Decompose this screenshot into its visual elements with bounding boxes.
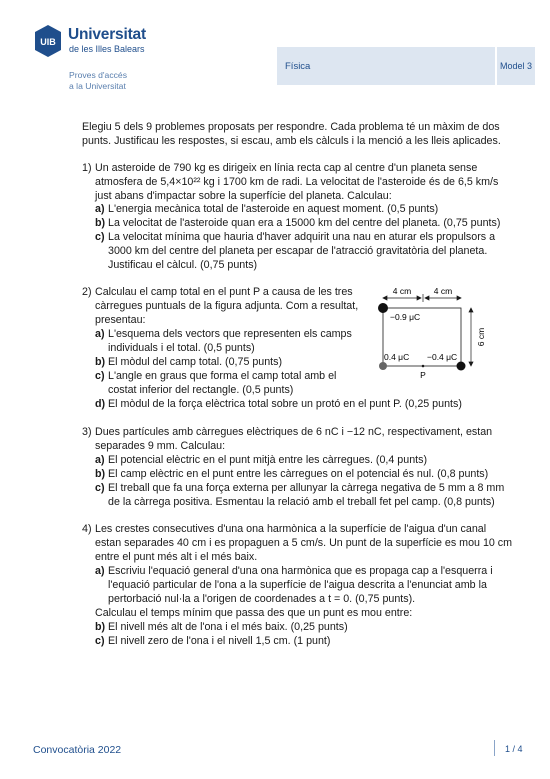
problem-3c-line-1: El treball que fa una força externa per allunyar la càrrega negativa de 5 mm a 8 mm — [108, 482, 505, 494]
problem-1-line-1: Un asteroide de 790 kg es dirigeix en línia recta cap al centre d'un planeta sense — [95, 162, 478, 174]
problem-4a-line-3: pertorbació nul·la a l'origen de coordenades a t = 0. (0,75 punts). — [108, 593, 416, 605]
tagline-line-2: a la Universitat — [69, 81, 126, 91]
problem-3a-text: El potencial elèctric en el punt mitjà entre les càrregues. (0,4 punts) — [108, 454, 428, 466]
problem-2c-line-2: costat inferior del rectangle. (0,5 punts) — [108, 384, 294, 396]
footer-convocatoria: Convocatòria 2022 — [33, 744, 122, 756]
charge-bottom-left-label: 0.4 μC — [384, 352, 410, 362]
problem-1-line-3: just abans d'impactar sobre la superfície del planeta. Calculau: — [95, 190, 392, 202]
problem-2a-letter: a) — [95, 328, 105, 340]
problem-2-number: 2) — [82, 286, 92, 298]
university-name: Universitat — [68, 26, 146, 43]
problem-3-line-1: Dues partícules amb càrregues elèctriques de 6 nC i −12 nC, respectivament, estan — [95, 426, 493, 438]
page-number: 1 / 4 — [505, 744, 523, 754]
intro-line-1: Elegiu 5 dels 9 problemes proposats per respondre. Cada problema té un màxim de dos — [82, 121, 500, 133]
dim-side-label: 6 cm — [476, 327, 486, 347]
problem-2-line-3: presentau: — [95, 314, 146, 326]
problem-2c-letter: c) — [95, 370, 105, 382]
problem-3-number: 3) — [82, 426, 92, 438]
problem-4-number: 4) — [82, 523, 92, 535]
problem-1c-letter: c) — [95, 231, 105, 243]
problem-3b-text: El camp elèctric en el punt entre les càrregues on el potencial és nul. (0,8 punts) — [108, 468, 489, 480]
problem-4b-text: El nivell més alt de l'ona i el més baix. (0,25 punts) — [108, 621, 348, 633]
problem-1c-line-2: 3000 km del centre del planeta per escapar de l'atracció gravitatòria del planeta. — [108, 245, 488, 257]
dim-right-label: 4 cm — [433, 286, 453, 296]
problem-2a-line-1: L'esquema dels vectors que representen els camps — [108, 328, 352, 340]
problem-4a-letter: a) — [95, 565, 105, 577]
charges-figure — [374, 284, 500, 380]
uib-logo — [33, 24, 63, 58]
problem-2-line-1: Calculau el camp total en el punt P a causa de les tres — [95, 286, 353, 298]
problem-4-line-3: entre el punt més alt i el més baix. — [95, 551, 258, 563]
charge-bottom-left — [379, 362, 387, 370]
university-subtitle: de les Illes Balears — [69, 44, 145, 54]
problem-4-line-1: Les crestes consecutives d'una ona harmònica a la superfície de l'aigua d'un canal — [95, 523, 487, 535]
problem-1b-letter: b) — [95, 217, 106, 229]
intro-line-2: punts. Justificau les respostes, si escau, amb els càlculs i la menció a les lleis aplicades. — [82, 135, 501, 147]
problem-1b-text: La velocitat de l'asteroide quan era a 15000 km del centre del planeta. (0,75 punts) — [108, 217, 501, 229]
point-p-label: P — [420, 370, 426, 380]
problem-2d-letter: d) — [95, 398, 106, 410]
problem-1-line-2: atmosfera de 5,4×10²² kg i 1700 km de radi. La velocitat de l'asteroide és de 6,5 km/s — [95, 176, 499, 188]
problem-4-line-2: estan separades 40 cm i es propaguen a 5 cm/s. Un punt de la superfície es mou 10 cm — [95, 537, 513, 549]
problem-4b-letter: b) — [95, 621, 106, 633]
problem-2b-text: El mòdul del camp total. (0,75 punts) — [108, 356, 283, 368]
problem-1c-line-3: Justificau el càlcul. (0,75 punts) — [108, 259, 258, 271]
problem-4a-line-2: l'equació particular de l'ona a la superfície de l'aigua descrita a l'enunciat amb la — [108, 579, 487, 591]
problem-1c-line-1: La velocitat mínima que hauria d'haver adquirit una nau en aturar els propulsors a — [108, 231, 496, 243]
tagline-line-1: Proves d'accés — [69, 70, 128, 80]
problem-1a-letter: a) — [95, 203, 105, 215]
problem-3b-letter: b) — [95, 468, 106, 480]
charge-bottom-right-label: −0.4 μC — [427, 352, 458, 362]
point-p — [422, 365, 425, 368]
problem-2-line-2: càrregues puntuals de la figura adjunta. Com a resultat, — [95, 300, 359, 312]
charge-top-label: −0.9 μC — [390, 312, 421, 322]
problem-3a-letter: a) — [95, 454, 105, 466]
model-label: Model 3 — [500, 61, 533, 71]
charge-top-left — [378, 303, 388, 313]
charge-bottom-right — [457, 362, 466, 371]
dim-left-label: 4 cm — [392, 286, 412, 296]
subject-label: Física — [285, 61, 311, 72]
dimension-arrow-side — [469, 308, 473, 366]
problem-2b-letter: b) — [95, 356, 106, 368]
svg-text:UIB: UIB — [40, 37, 56, 47]
problem-2a-line-2: individuals i el total. (0,5 punts) — [108, 342, 255, 354]
problem-2c-line-1: L'angle en graus que forma el camp total amb el — [108, 370, 337, 382]
problem-3c-line-2: de la càrrega positiva. Esmentau la relació amb el treball fet pel camp. (0,8 punts) — [108, 496, 495, 508]
problem-4a-line-1: Escriviu l'equació general d'una ona harmònica que es propaga cap a l'esquerra i — [108, 565, 493, 577]
header-divider — [495, 47, 497, 85]
problem-3-line-2: separades 9 mm. Calculau: — [95, 440, 226, 452]
problem-4-middle: Calculau el temps mínim que passa des que un punt es mou entre: — [95, 607, 413, 619]
problem-1a-text: L'energia mecànica total de l'asteroide en aquest moment. (0,5 punts) — [108, 203, 439, 215]
problem-4c-text: El nivell zero de l'ona i el nivell 1,5 cm. (1 punt) — [108, 635, 331, 647]
problem-1-number: 1) — [82, 162, 92, 174]
problem-4c-letter: c) — [95, 635, 105, 647]
footer-divider — [494, 740, 495, 756]
problem-2d-text: El mòdul de la força elèctrica total sobre un protó en el punt P. (0,25 punts) — [108, 398, 462, 410]
problem-3c-letter: c) — [95, 482, 105, 494]
